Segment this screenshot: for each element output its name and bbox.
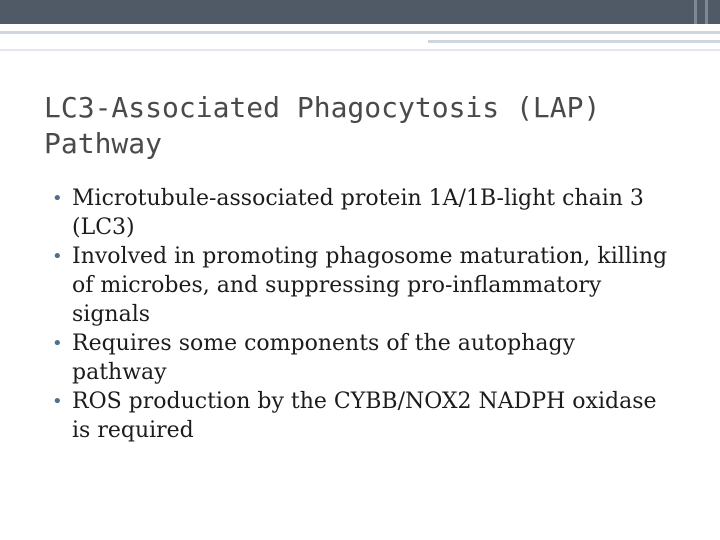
slide-title: LC3-Associated Phagocytosis (LAP) Pathway — [44, 91, 601, 160]
bullet-text: Microtubule-associated protein 1A/1B-light chain 3 (LC3) — [72, 186, 644, 240]
bullet-item — [52, 387, 672, 445]
bullet-list — [52, 184, 672, 445]
decorative-line — [428, 40, 720, 43]
bullet-item — [52, 184, 672, 242]
top-bar-stripe — [705, 0, 708, 24]
decorative-line — [0, 49, 720, 51]
top-decorative-bar — [0, 0, 720, 24]
bullet-item — [52, 242, 672, 329]
decorative-line — [0, 31, 720, 34]
bullet-dot-icon: • — [52, 333, 63, 354]
bullet-text: ROS production by the CYBB/NOX2 NADPH oxidase is required — [72, 389, 657, 443]
bullet-item — [52, 329, 672, 387]
bullet-dot-icon: • — [52, 391, 63, 412]
bullet-text: Involved in promoting phagosome maturation, killing of microbes, and suppressing pro-inflammatory signals — [72, 244, 668, 327]
bullet-dot-icon: • — [52, 246, 63, 267]
top-bar-stripe — [694, 0, 697, 24]
bullet-dot-icon: • — [52, 188, 63, 209]
bullet-text: Requires some components of the autophagy pathway — [72, 331, 575, 385]
